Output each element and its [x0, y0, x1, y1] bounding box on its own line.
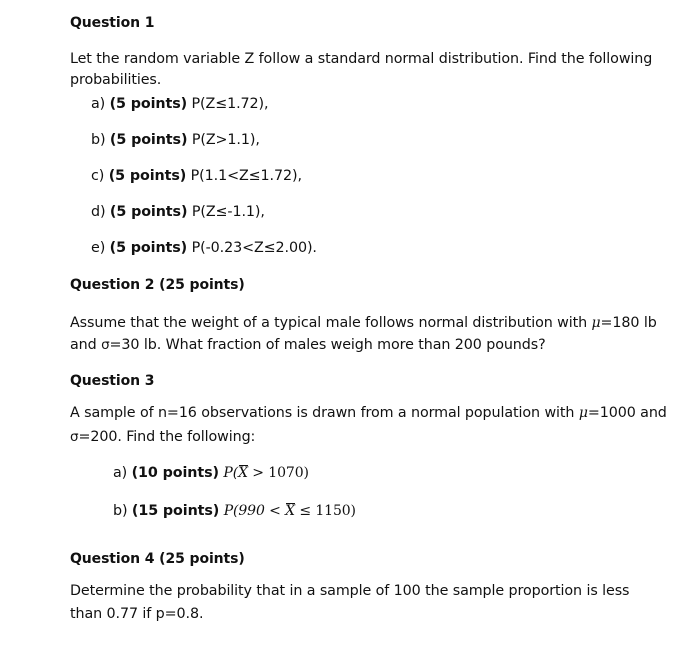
item-expression: P(Z≤1.72), [191, 96, 269, 112]
x-bar-symbol: X [285, 503, 295, 519]
text-segment: =1000 and [587, 405, 667, 421]
question-1-item-b [91, 131, 260, 149]
question-4-line-2: than 0.77 if p=0.8. [70, 606, 204, 622]
question-3-item-b [113, 502, 356, 520]
question-3-line-1 [70, 404, 667, 422]
text-segment: A sample of n=16 observations is drawn from a normal population with [70, 405, 575, 421]
question-1-item-e [91, 239, 317, 257]
item-points: (10 points) [131, 465, 219, 481]
question-2-line-2 [70, 336, 546, 354]
item-label: e) [91, 240, 106, 256]
item-points: (15 points) [131, 503, 220, 519]
item-expression: P(Z≤-1.1), [191, 204, 265, 220]
expr-part: P( [223, 465, 239, 481]
expr-part: ≤ 1150) [295, 503, 356, 519]
item-label: a) [113, 465, 128, 481]
mu-symbol: μ [591, 315, 601, 331]
text-segment: =200. Find the following: [78, 429, 256, 445]
question-4-title: Question 4 (25 points) [70, 551, 245, 567]
question-1-item-d [91, 203, 265, 221]
item-expression: P(Z>1.1), [191, 132, 260, 148]
question-1-item-a [91, 95, 268, 113]
item-label: d) [91, 204, 106, 220]
item-label: b) [113, 503, 128, 519]
question-1-intro-line-1: Let the random variable Z follow a standard normal distribution. Find the following [70, 51, 653, 67]
question-3-item-a [113, 464, 309, 482]
question-3-title: Question 3 [70, 373, 155, 389]
item-points: (5 points) [109, 132, 188, 148]
text-segment: =180 lb [600, 315, 657, 331]
text-segment: Assume that the weight of a typical male follows normal distribution with [70, 315, 588, 331]
expr-part: > 1070) [247, 465, 309, 481]
question-2-line-1 [70, 314, 657, 332]
question-1-intro-line-2: probabilities. [70, 72, 162, 88]
text-segment: =30 lb. What fraction of males weigh more than 200 pounds? [109, 337, 546, 353]
item-expression: P(1.1<Z≤1.72), [190, 168, 302, 184]
question-3-line-2 [70, 428, 255, 446]
sigma-symbol: σ [70, 429, 79, 445]
item-points: (5 points) [109, 204, 188, 220]
text-segment: and [70, 337, 97, 353]
item-label: a) [91, 96, 106, 112]
item-label: c) [91, 168, 105, 184]
item-expression [224, 503, 356, 519]
sigma-symbol: σ [101, 337, 110, 353]
item-points: (5 points) [108, 168, 187, 184]
question-2-title: Question 2 (25 points) [70, 277, 245, 293]
x-bar-symbol: X [238, 465, 248, 481]
question-1-title: Question 1 [70, 15, 155, 31]
mu-symbol: μ [578, 405, 588, 421]
item-label: b) [91, 132, 106, 148]
item-expression: P(-0.23<Z≤2.00). [191, 240, 317, 256]
question-4-line-1: Determine the probability that in a sample of 100 the sample proportion is less [70, 583, 630, 599]
item-points: (5 points) [109, 96, 188, 112]
question-1-item-c [91, 167, 302, 185]
expr-part: P(990 < [223, 503, 286, 519]
item-expression [223, 465, 308, 481]
item-points: (5 points) [109, 240, 188, 256]
